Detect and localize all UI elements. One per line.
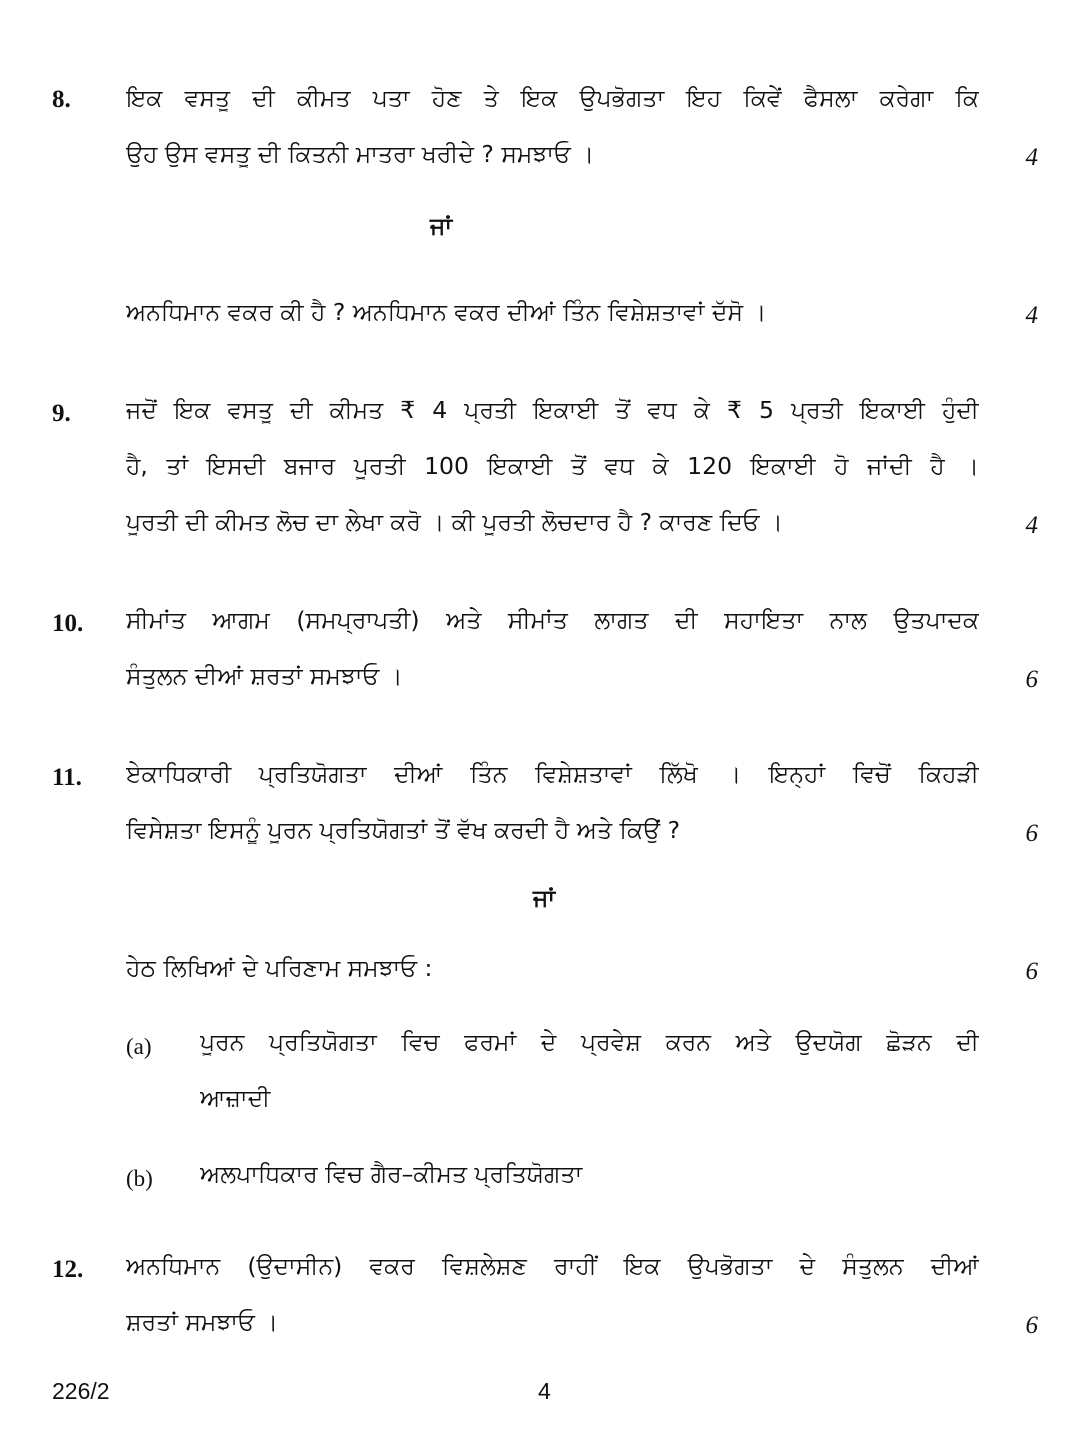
question-number: 12. (52, 1256, 84, 1283)
question-text-line: ਵਿਸੇਸ਼ਤਾ ਇਸਨੂੰ ਪੂਰਨ ਪ੍ਰਤਿਯੋਗਤਾਂ ਤੋਂ ਵੱਖ ਕਰਦੀ ਹੈ ਅਤੇ ਕਿਉਂ ? (126, 816, 681, 844)
question-text-line: ਏਕਾਧਿਕਾਰੀ ਪ੍ਰਤਿਯੋਗਤਾ ਦੀਆਂ ਤਿੰਨ ਵਿਸ਼ੇਸ਼ਤਾਵਾਂ ਲਿੱਖੋ । ਇਨ੍ਹਾਂ ਵਿਚੋਂ ਕਿਹੜੀ (126, 760, 979, 788)
question-number: 11. (52, 764, 82, 791)
question-text-line: ਉਹ ਉਸ ਵਸਤੂ ਦੀ ਕਿਤਨੀ ਮਾਤਰਾ ਖਰੀਦੇ ? ਸਮਝਾਓ । (126, 140, 595, 168)
question-text-line: ਹੈ, ਤਾਂ ਇਸਦੀ ਬਜਾਰ ਪੂਰਤੀ 100 ਇਕਾਈ ਤੋਂ ਵਧ ਕੇ 120 ਇਕਾਈ ਹੋ ਜਾਂਦੀ ਹੈ । (126, 452, 979, 480)
marks: 6 (1025, 1312, 1038, 1339)
or-label: ਜਾਂ (430, 212, 452, 240)
question-text-line: ਜਦੋਂ ਇਕ ਵਸਤੂ ਦੀ ਕੀਮਤ ₹ 4 ਪ੍ਰਤੀ ਇਕਾਈ ਤੋਂ ਵਧ ਕੇ ₹ 5 ਪ੍ਰਤੀ ਇਕਾਈ ਹੁੰਦੀ (126, 396, 979, 424)
question-number: 8. (52, 86, 71, 113)
marks: 4 (1025, 144, 1038, 171)
question-text-line: ਇਕ ਵਸਤੂ ਦੀ ਕੀਮਤ ਪਤਾ ਹੋਣ ਤੇ ਇਕ ਉਪਭੋਗਤਾ ਇਹ ਕਿਵੇਂ ਫੈਸਲਾ ਕਰੇਗਾ ਕਿ (126, 84, 979, 112)
sub-item-label: (b) (126, 1166, 153, 1191)
question-9 (52, 396, 1038, 546)
alternative-question-text: ਅਨਧਿਮਾਨ ਵਕਰ ਕੀ ਹੈ ? ਅਨਧਿਮਾਨ ਵਕਰ ਦੀਆਂ ਤਿੰਨ ਵਿਸ਼ੇਸ਼ਤਾਵਾਂ ਦੱਸੋ । (126, 298, 767, 326)
sub-item-label: (a) (126, 1034, 152, 1059)
question-12 (52, 1252, 1038, 1352)
question-11 (52, 760, 1038, 1200)
question-text-line: ਪੂਰਤੀ ਦੀ ਕੀਮਤ ਲੋਚ ਦਾ ਲੇਖਾ ਕਰੋ । ਕੀ ਪੂਰਤੀ ਲੋਚਦਾਰ ਹੈ ? ਕਾਰਣ ਦਿਓ । (126, 508, 783, 536)
or-label: ਜਾਂ (533, 884, 555, 912)
alternative-marks: 6 (1025, 958, 1038, 985)
question-8 (52, 84, 1038, 344)
alternative-marks: 4 (1025, 302, 1038, 329)
marks: 6 (1025, 666, 1038, 693)
question-text-line: ਸੰਤੁਲਨ ਦੀਆਂ ਸ਼ਰਤਾਂ ਸਮਝਾਓ । (126, 662, 403, 690)
question-number: 10. (52, 610, 84, 637)
question-text-line: ਸੀਮਾਂਤ ਆਗਮ (ਸਮਪ੍ਰਾਪਤੀ) ਅਤੇ ਸੀਮਾਂਤ ਲਾਗਤ ਦੀ ਸਹਾਇਤਾ ਨਾਲ ਉਤਪਾਦਕ (126, 606, 979, 634)
marks: 4 (1025, 512, 1038, 539)
alternative-question-text: ਹੇਠ ਲਿਖਿਆਂ ਦੇ ਪਰਿਣਾਮ ਸਮਝਾਓ : (126, 954, 433, 982)
question-number: 9. (52, 400, 71, 427)
question-text-line: ਅਨਧਿਮਾਨ (ਉਦਾਸੀਨ) ਵਕਰ ਵਿਸ਼ਲੇਸ਼ਣ ਰਾਹੀਂ ਇਕ ਉਪਭੋਗਤਾ ਦੇ ਸੰਤੁਲਨ ਦੀਆਂ (126, 1252, 979, 1280)
marks: 6 (1025, 820, 1038, 847)
sub-item-text-line: ਆਜ਼ਾਦੀ (200, 1084, 271, 1112)
page-number: 4 (538, 1378, 551, 1404)
sub-item-text-line: ਅਲਪਾਧਿਕਾਰ ਵਿਚ ਗੈਰ–ਕੀਮਤ ਪ੍ਰਤਿਯੋਗਤਾ (200, 1160, 583, 1188)
question-text-line: ਸ਼ਰਤਾਂ ਸਮਝਾਓ । (126, 1308, 279, 1336)
question-10 (52, 606, 1038, 706)
paper-code: 226/2 (52, 1378, 110, 1404)
sub-item-text-line: ਪੂਰਨ ਪ੍ਰਤਿਯੋਗਤਾ ਵਿਚ ਫਰਮਾਂ ਦੇ ਪ੍ਰਵੇਸ਼ ਕਰਨ ਅਤੇ ਉਦਯੋਗ ਛੋੜਨ ਦੀ (200, 1028, 979, 1056)
